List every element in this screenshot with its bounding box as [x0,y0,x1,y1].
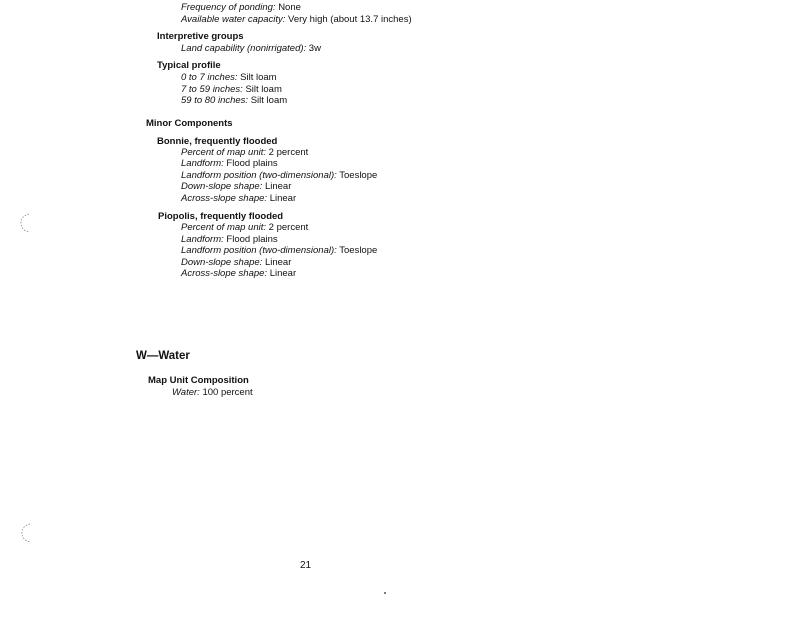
component-across-slope-line [181,193,296,204]
component-down-slope-label: Down-slope shape: [181,257,263,268]
profile-layer-texture: Silt loam [250,95,288,106]
component-across-slope-value: Linear [269,193,297,204]
profile-layer-depth: 0 to 7 inches: [181,72,238,83]
component-landform-value: Flood plains [226,158,278,169]
component-across-slope-label: Across-slope shape: [181,268,268,279]
component-landform-label: Landform: [181,234,224,245]
profile-layer-2 [181,84,282,95]
component-landform-line [181,234,278,245]
component-landform-position-label: Landform position (two-dimensional): [181,170,337,181]
profile-layer-depth: 59 to 80 inches: [181,95,249,106]
component-down-slope-value: Linear [264,257,292,268]
component-landform-label: Landform: [181,158,224,169]
profile-layer-depth: 7 to 59 inches: [181,84,243,95]
profile-layer-1 [181,72,277,83]
binder-hole-mark [18,212,32,234]
component-across-slope-value: Linear [269,268,297,279]
profile-layer-3 [181,95,287,106]
component-percent-value: 2 percent [268,147,309,158]
component-landform-position-label: Landform position (two-dimensional): [181,245,337,256]
component-across-slope-line [181,268,296,279]
map-unit-title: W—Water [136,350,190,362]
profile-layer-texture: Silt loam [245,84,282,95]
map-unit-composition-heading: Map Unit Composition [148,375,249,386]
component-down-slope-value: Linear [264,181,292,192]
available-water-capacity-label: Available water capacity: [181,14,286,25]
profile-layer-texture: Silt loam [240,72,277,83]
component-landform-position-line [181,170,377,181]
component-landform-position-value: Toeslope [339,170,378,181]
binder-hole-mark [19,522,33,544]
component-down-slope-line [181,181,291,192]
ponding-frequency-value: None [278,2,301,13]
typical-profile-heading: Typical profile [157,60,221,71]
interpretive-groups-heading: Interpretive groups [157,31,244,42]
available-water-capacity-value: Very high (about 13.7 inches) [288,14,412,25]
land-capability-line [181,43,321,54]
available-water-capacity-line [181,14,412,25]
component-percent-label: Percent of map unit: [181,147,267,158]
component-landform-position-line [181,245,377,256]
component-landform-position-value: Toeslope [339,245,378,256]
water-percent-line [172,387,253,398]
page-number: 21 [300,560,312,571]
scan-speck [384,592,386,594]
water-percent-value: 100 percent [202,387,253,398]
land-capability-value: 3w [308,43,321,54]
component-down-slope-label: Down-slope shape: [181,181,263,192]
component-name-piopolis: Piopolis, frequently flooded [158,211,284,222]
ponding-frequency-label: Frequency of ponding: [181,2,276,13]
component-percent-line [181,222,308,233]
component-landform-line [181,158,278,169]
component-landform-value: Flood plains [226,234,278,245]
land-capability-label: Land capability (nonirrigated): [181,43,307,54]
component-name-bonnie: Bonnie, frequently flooded [157,136,278,147]
component-percent-line [181,147,308,158]
water-percent-label: Water: [172,387,200,398]
component-percent-value: 2 percent [268,222,309,233]
component-across-slope-label: Across-slope shape: [181,193,268,204]
ponding-frequency-line [181,2,301,13]
minor-components-heading: Minor Components [146,118,233,129]
component-percent-label: Percent of map unit: [181,222,267,233]
component-down-slope-line [181,257,291,268]
